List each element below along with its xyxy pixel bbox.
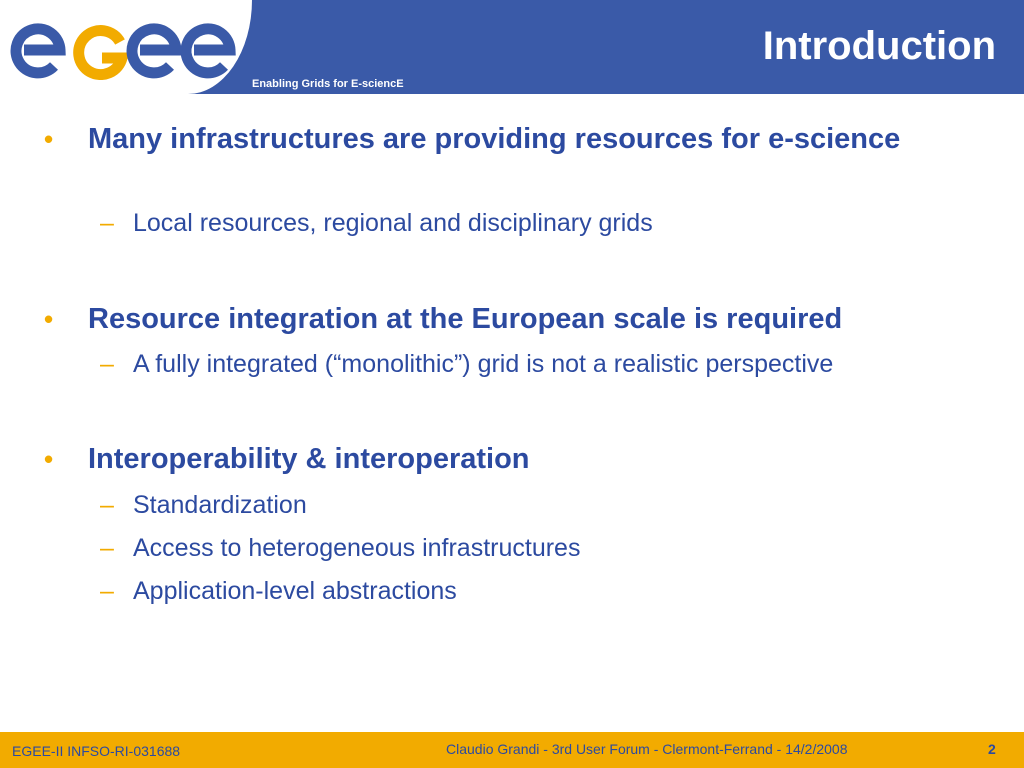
- sub-text: A fully integrated (“monolithic”) grid is not a realistic perspective: [133, 350, 834, 378]
- bullet-text: Many infrastructures are providing resources for e-science: [88, 123, 901, 155]
- bullet-item: [44, 118, 984, 161]
- sub-marker: –: [100, 209, 114, 237]
- sub-marker: –: [100, 491, 114, 519]
- bullet-text: Resource integration at the European scale is required: [88, 303, 843, 335]
- sub-text: Application-level abstractions: [133, 577, 457, 605]
- bullet-marker: •: [44, 124, 54, 154]
- bullet-marker: •: [44, 304, 54, 334]
- sub-marker: –: [100, 350, 114, 378]
- bullet-item: [44, 298, 984, 341]
- footer-project-id: EGEE-II INFSO-RI-031688: [12, 743, 181, 759]
- logo-panel: [0, 0, 252, 94]
- sub-item: [100, 487, 1000, 523]
- egee-logo: [10, 14, 236, 80]
- sub-text: Access to heterogeneous infrastructures: [133, 534, 581, 562]
- slide-title: Introduction: [762, 24, 996, 68]
- sub-item: [100, 530, 1000, 566]
- sub-marker: –: [100, 577, 114, 605]
- tagline: Enabling Grids for E-sciencE: [252, 78, 404, 90]
- sub-item: [100, 573, 1000, 609]
- page-number: 2: [988, 741, 996, 757]
- sub-text: Local resources, regional and disciplinary grids: [133, 209, 653, 237]
- sub-item: [100, 346, 1000, 382]
- bullet-text: Interoperability & interoperation: [88, 443, 530, 475]
- footer-presentation-info: Claudio Grandi - 3rd User Forum - Clermont-Ferrand - 14/2/2008: [446, 741, 848, 757]
- bullet-marker: •: [44, 444, 54, 474]
- sub-item: [100, 205, 1000, 241]
- sub-marker: –: [100, 534, 114, 562]
- bullet-item: [44, 438, 984, 481]
- sub-text: Standardization: [133, 491, 307, 519]
